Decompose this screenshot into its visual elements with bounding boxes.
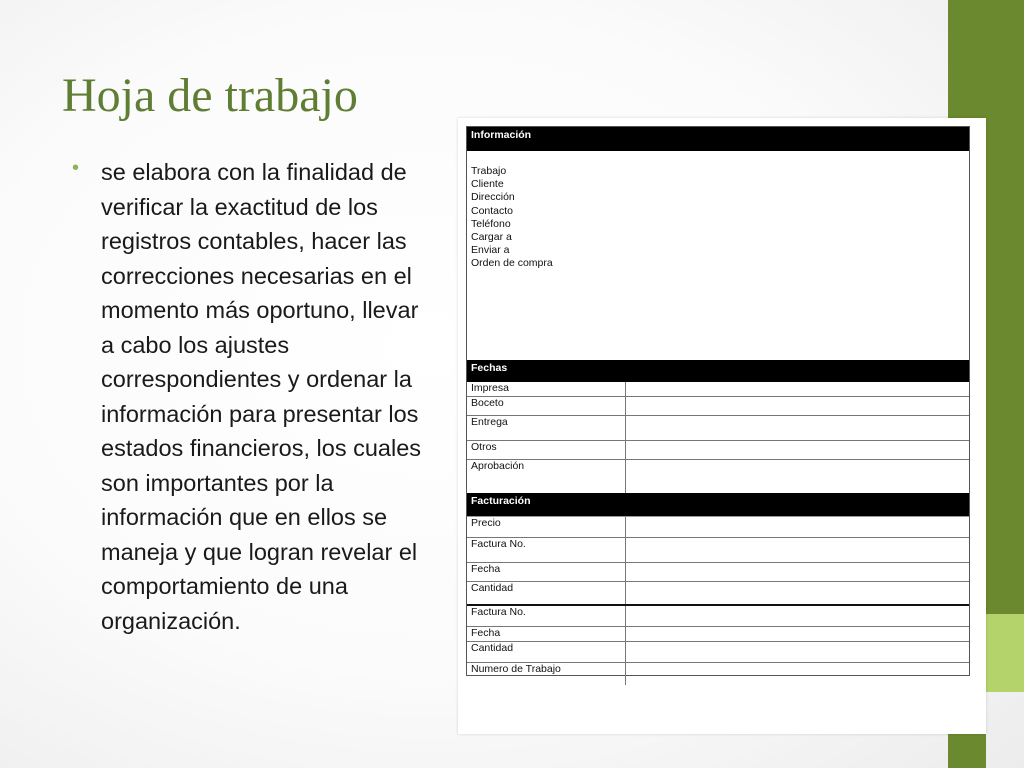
row-label: Factura No. [467, 606, 626, 626]
info-item: Cargar a [471, 231, 512, 244]
row-label: Boceto [467, 397, 626, 415]
info-item: Trabajo [471, 165, 507, 177]
row-label: Cantidad [467, 582, 626, 604]
row-label: Fecha [467, 563, 626, 581]
worksheet-form [466, 126, 970, 676]
accent-bar-dark-right [986, 0, 1024, 614]
worksheet-image [458, 118, 986, 734]
table-row [467, 517, 969, 537]
table-row [467, 537, 969, 562]
info-item: Orden de compra [471, 257, 553, 270]
bullet-text: se elabora con la finalidad de verificar la exactitud de los registros contables, hacer las correcciones necesarias en el momento más oportuno, llevar a cabo los ajustes correspondientes y ordenar la información para presentar los estados financieros, los cuales son importantes por la información que en ellos se maneja y que logran revelar el comportamiento de una organización. [101, 159, 422, 634]
info-items [467, 151, 969, 360]
table-row [467, 459, 969, 493]
row-label: Otros [467, 441, 626, 459]
bullet-icon: • [72, 157, 80, 179]
info-item: Teléfono [471, 217, 511, 230]
row-label: Aprobación [467, 460, 626, 493]
row-label: Entrega [467, 416, 626, 440]
table-row [467, 581, 969, 604]
row-label: Factura No. [467, 538, 626, 562]
table-row [467, 440, 969, 459]
info-item: Contacto [471, 204, 514, 217]
bullet-point [72, 155, 434, 638]
slide-title: Hoja de trabajo [62, 69, 358, 122]
info-item: Enviar a [471, 244, 510, 257]
row-label: Impresa [467, 382, 626, 396]
table-row [467, 626, 969, 641]
table-row [467, 662, 969, 685]
row-label: Fecha [467, 627, 626, 641]
table-row [467, 641, 969, 662]
section-header-informacion: Información [467, 127, 969, 151]
info-item: Dirección [471, 191, 515, 204]
accent-bar-light [986, 614, 1024, 692]
info-item: Cliente [471, 178, 504, 191]
row-label: Cantidad [467, 642, 626, 662]
table-row [467, 382, 969, 396]
row-label: Numero de Trabajo [467, 663, 626, 685]
row-label: Precio [467, 517, 626, 537]
section-header-fechas: Fechas [467, 360, 969, 382]
section-header-facturacion: Facturación [467, 493, 969, 517]
table-row [467, 562, 969, 581]
table-row [467, 604, 969, 626]
table-row [467, 415, 969, 440]
table-row [467, 396, 969, 415]
